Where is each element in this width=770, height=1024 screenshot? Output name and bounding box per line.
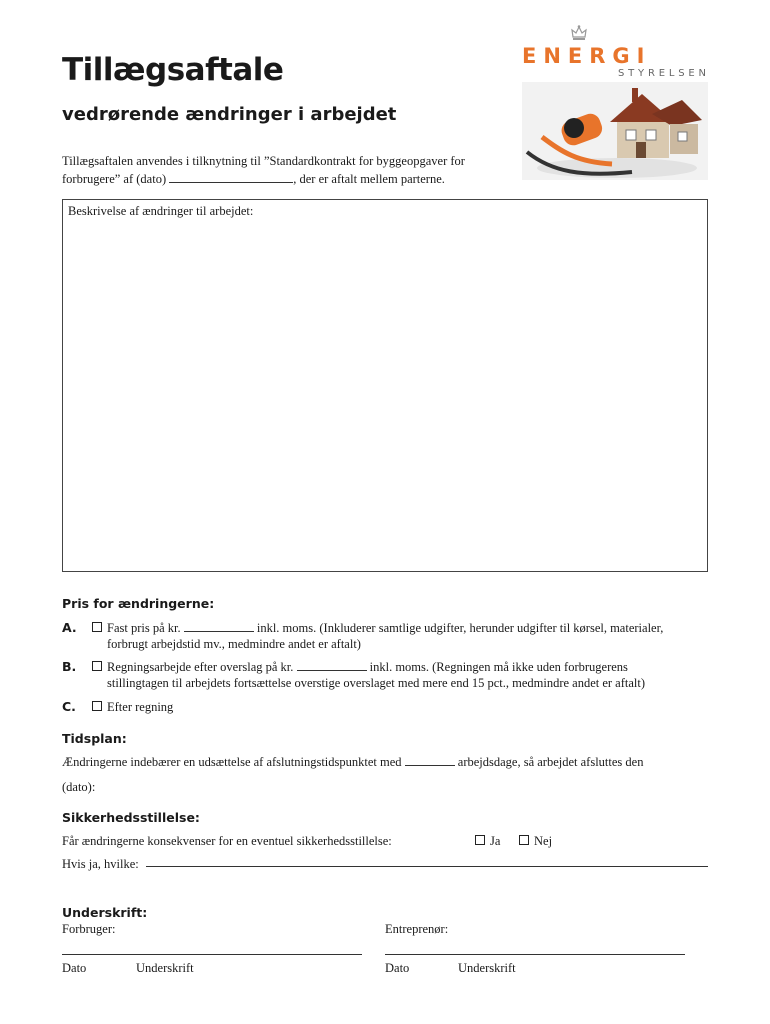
contractor-signature-line[interactable] <box>385 954 685 955</box>
option-b-checkbox[interactable] <box>92 661 102 671</box>
security-yes-checkbox[interactable] <box>475 835 485 845</box>
option-b-text2: inkl. moms. (Regningen må ikke uden forbrugerens <box>369 660 628 674</box>
logo-wordmark: ENERGI <box>522 44 652 68</box>
schedule-text2: arbejdsdage, så arbejdet afsluttes den <box>457 755 644 769</box>
house-illustration <box>522 82 708 180</box>
option-b-text3: stillingtagen til arbejdets fortsættelse overstige overslaget med mere end 15 pct., medmindre andet er aftalt) <box>107 676 646 690</box>
option-c-checkbox[interactable] <box>92 701 102 711</box>
option-b-text1: Regningsarbejde efter overslag på kr. <box>107 660 294 674</box>
signature-heading: Underskrift: <box>62 905 148 920</box>
option-a-checkbox[interactable] <box>92 622 102 632</box>
page-title: Tillægsaftale <box>62 52 284 88</box>
security-no-checkbox[interactable] <box>519 835 529 845</box>
option-a-text2: inkl. moms. (Inkluderer samtlige udgifter, herunder udgifter til kørsel, materialer, <box>256 621 664 635</box>
option-b-letter: B. <box>62 659 77 674</box>
security-heading: Sikkerhedsstillelse: <box>62 810 200 825</box>
option-a-text1: Fast pris på kr. <box>107 621 181 635</box>
option-a-amount-field[interactable] <box>184 621 254 632</box>
security-no-label: Nej <box>534 834 553 848</box>
intro-text-1: Tillægsaftalen anvendes i tilknytning til ”Standardkontrakt for byggeopgaver for forbrugere” af (dato) <box>62 154 465 186</box>
security-which-label: Hvis ja, hvilke: <box>62 857 139 871</box>
option-b <box>92 659 712 675</box>
contractor-sign-label: Underskrift <box>458 961 516 975</box>
option-c-text1: Efter regning <box>107 700 174 714</box>
option-b-amount-field[interactable] <box>297 660 367 671</box>
security-which-field[interactable] <box>146 866 708 867</box>
schedule-heading: Tidsplan: <box>62 731 127 746</box>
page-subtitle: vedrørende ændringer i arbejdet <box>62 104 397 125</box>
logo-subtitle: STYRELSEN <box>618 68 710 79</box>
contractor-date-label: Dato <box>385 961 410 975</box>
contractor-label: Entreprenør: <box>385 922 449 936</box>
description-label: Beskrivelse af ændringer til arbejdet: <box>68 204 254 218</box>
description-textarea[interactable] <box>62 199 708 572</box>
consumer-label: Forbruger: <box>62 922 116 936</box>
schedule-text1: Ændringerne indebærer en udsættelse af afslutningstidspunktet med <box>62 755 402 769</box>
intro-date-field[interactable] <box>169 172 293 183</box>
schedule-days-field[interactable] <box>405 755 455 766</box>
security-no <box>519 833 552 849</box>
security-yes <box>475 833 500 849</box>
security-yes-label: Ja <box>490 834 501 848</box>
option-a <box>92 620 712 636</box>
intro-text-2: , der er aftalt mellem parterne. <box>293 172 445 186</box>
option-a-text3: forbrugt arbejdstid mv., medmindre andet er aftalt) <box>107 637 361 651</box>
consumer-sign-label: Underskrift <box>136 961 194 975</box>
consumer-signature-line[interactable] <box>62 954 362 955</box>
option-c-letter: C. <box>62 699 76 714</box>
intro-paragraph <box>62 152 512 188</box>
option-a-letter: A. <box>62 620 77 635</box>
security-question: Får ændringerne konsekvenser for en eventuel sikkerhedsstillelse: <box>62 834 392 848</box>
consumer-date-label: Dato <box>62 961 87 975</box>
schedule-date-label: (dato): <box>62 780 96 794</box>
schedule-line <box>62 754 722 770</box>
pricing-heading: Pris for ændringerne: <box>62 596 215 611</box>
crown-icon <box>570 24 588 42</box>
option-c <box>92 699 173 715</box>
